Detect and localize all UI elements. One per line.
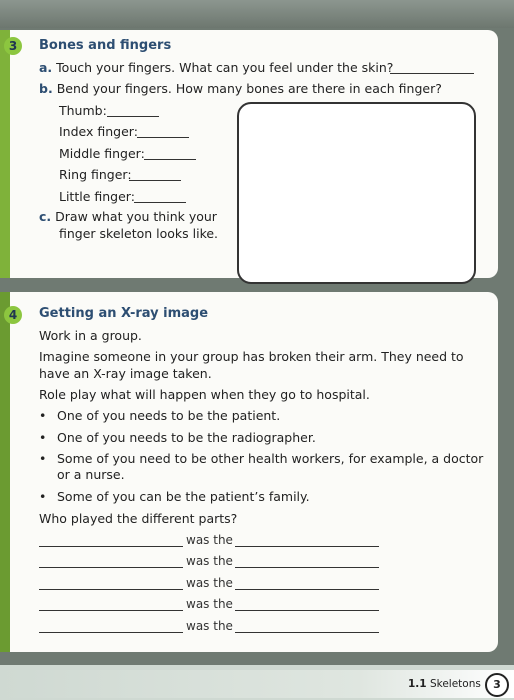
answer-line-role-3[interactable]: [235, 589, 379, 590]
answer-line-name-5[interactable]: [39, 632, 183, 633]
instruction-imagine-line-2: have an X-ray image taken.: [39, 366, 212, 381]
finger-label-middle: Middle finger:: [59, 146, 145, 161]
was-the-text-4: was the: [186, 597, 233, 611]
answer-line-name-1[interactable]: [39, 546, 183, 547]
answer-line-role-5[interactable]: [235, 632, 379, 633]
answer-line-role-4[interactable]: [235, 610, 379, 611]
page-background-top: [0, 0, 514, 28]
was-the-text-5: was the: [186, 619, 233, 633]
question-a-label: a.: [39, 60, 53, 75]
answer-line-a[interactable]: [390, 73, 474, 74]
was-the-text-2: was the: [186, 554, 233, 568]
finger-label-ring: Ring finger:: [59, 167, 132, 182]
bullet-dot: •: [39, 430, 47, 445]
answer-line-thumb[interactable]: [107, 116, 159, 117]
question-b-text: Bend your fingers. How many bones are there in each finger?: [56, 81, 442, 96]
bullet-dot: •: [39, 489, 47, 504]
question-who-played: Who played the different parts?: [39, 511, 238, 526]
section-3-title: Bones and fingers: [39, 38, 172, 53]
bullet-dot: •: [39, 451, 47, 466]
answer-line-role-2[interactable]: [235, 567, 379, 568]
answer-line-ring[interactable]: [129, 180, 181, 181]
section-3-number: 3: [4, 37, 22, 55]
question-a-text: Touch your fingers. What can you feel under the skin?: [56, 60, 394, 75]
instruction-work-group: Work in a group.: [39, 328, 142, 343]
instruction-role-play: Role play what will happen when they go to hospital.: [39, 387, 370, 402]
footer-section-label: [408, 678, 481, 690]
answer-line-name-4[interactable]: [39, 610, 183, 611]
section-4-number: 4: [4, 306, 22, 324]
answer-line-little[interactable]: [134, 202, 186, 203]
bullet-radiographer: One of you needs to be the radiographer.: [57, 430, 316, 445]
footer-section-title: Skeletons: [429, 678, 481, 690]
bullet-health-workers-line-1: Some of you need to be other health workers, for example, a doctor: [57, 451, 484, 466]
question-c-text-1: Draw what you think your: [55, 209, 217, 224]
bullet-family: Some of you can be the patient’s family.: [57, 489, 310, 504]
question-c-label: c.: [39, 209, 52, 224]
answer-line-name-3[interactable]: [39, 589, 183, 590]
section-4-title: Getting an X-ray image: [39, 306, 209, 321]
footer-section-number: 1.1: [408, 678, 427, 690]
drawing-box[interactable]: [237, 102, 476, 284]
bullet-dot: •: [39, 408, 47, 423]
answer-line-index[interactable]: [137, 137, 189, 138]
question-b-label: b.: [39, 81, 53, 96]
finger-label-little: Little finger:: [59, 189, 135, 204]
answer-line-name-2[interactable]: [39, 567, 183, 568]
bullet-health-workers-line-2: or a nurse.: [57, 467, 125, 482]
answer-line-role-1[interactable]: [235, 546, 379, 547]
was-the-text-1: was the: [186, 533, 233, 547]
section-3-accent-bar: [0, 30, 10, 278]
answer-line-middle[interactable]: [144, 159, 196, 160]
finger-label-thumb: Thumb:: [59, 103, 107, 118]
finger-label-index: Index finger:: [59, 124, 138, 139]
instruction-imagine-line-1: Imagine someone in your group has broken their arm. They need to: [39, 349, 464, 364]
bullet-patient: One of you needs to be the patient.: [57, 408, 281, 423]
footer-page-number: 3: [485, 673, 509, 697]
question-c-text-2: finger skeleton looks like.: [59, 226, 219, 241]
section-4-accent-bar: [0, 292, 10, 652]
was-the-text-3: was the: [186, 576, 233, 590]
